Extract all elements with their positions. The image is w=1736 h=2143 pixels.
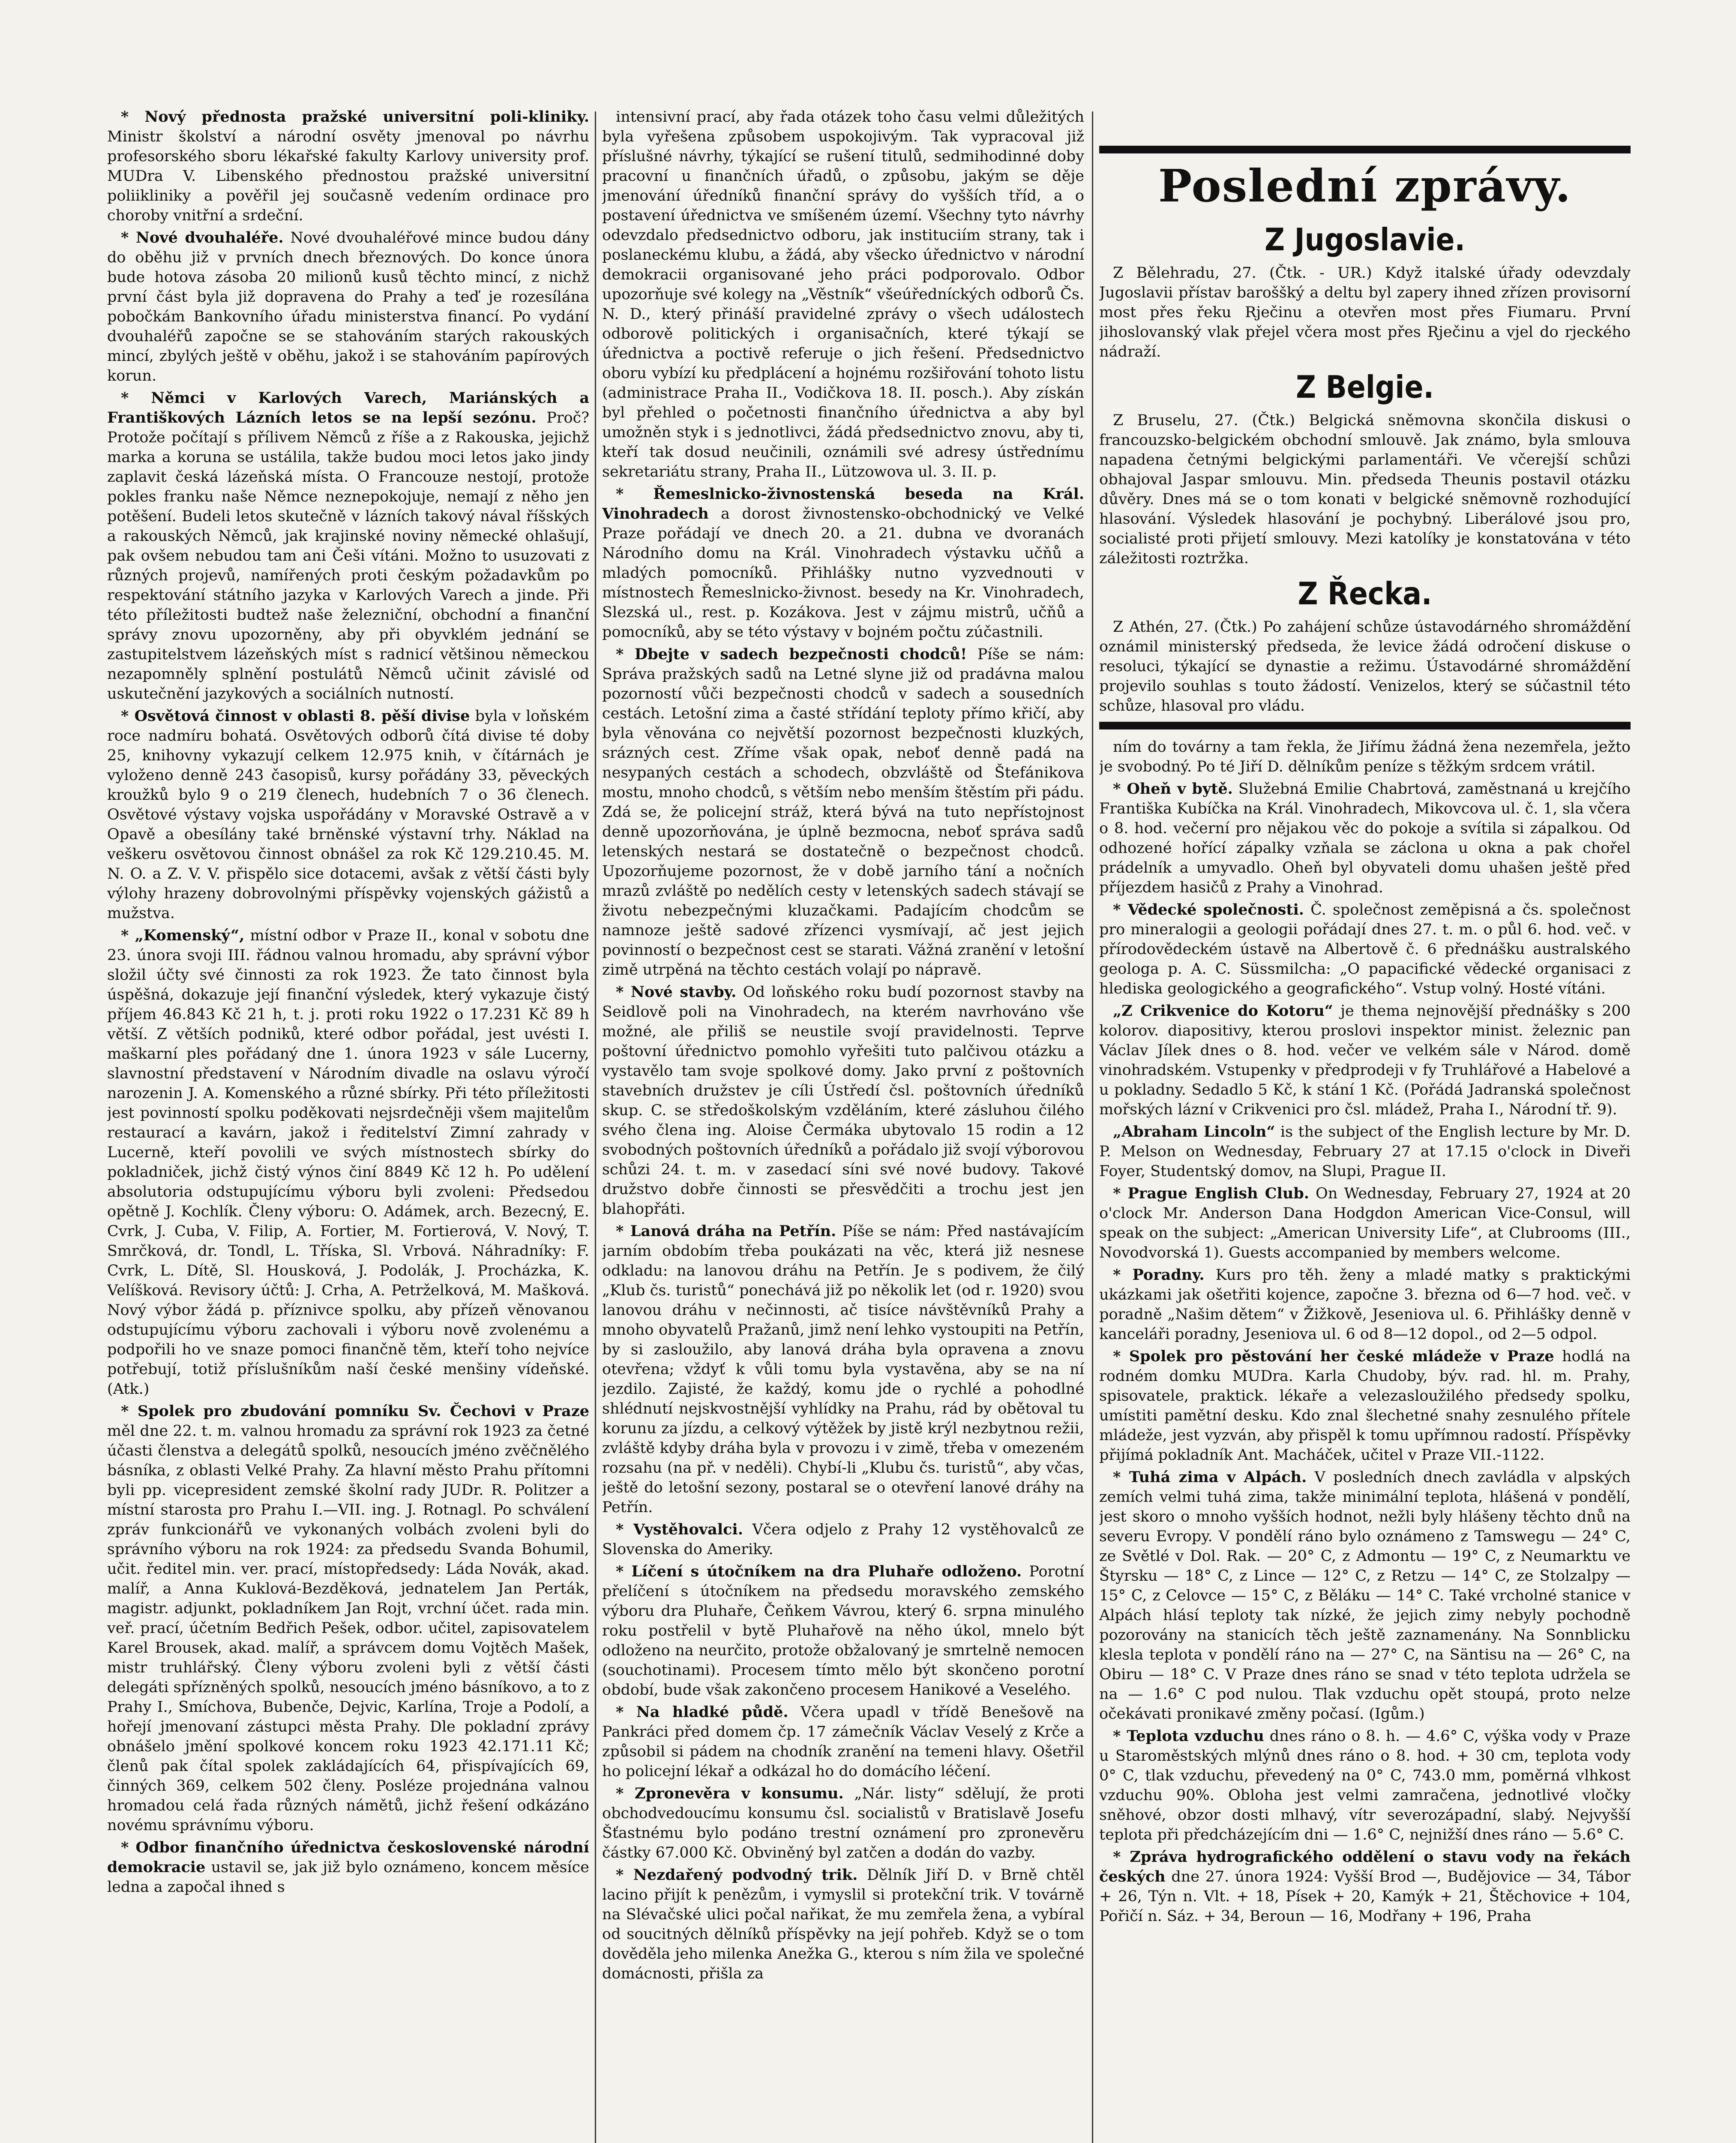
article (602, 982, 1084, 1219)
article (1099, 1265, 1631, 1344)
article-headline: * Spolek pro pěstování her české mládeže v Praze (1113, 1348, 1554, 1365)
article (1099, 900, 1631, 999)
article (602, 1702, 1084, 1781)
news-section-text: Z Bělehradu, 27. (Čtk. - UR.) Když italské úřady odevzdaly Jugoslavii přístav baroššký a deltu byl zapery ihned zřízen provisorní most přes řeku Rječinu a otevřen most přes Fiumaru. První jihoslovanský vlak přejel včera most přes Rječinu a vjel do rjeckého nádraží. (1099, 264, 1631, 360)
article (1099, 779, 1631, 897)
article-body: byla v loňském roce nadmíru bohatá. Osvětových odborů čítá divise té doby 25, knihovny vykazují celkem 12.975 knih, v čítárnách je vyloženo denně 243 časopisů, kursy pořádány 33, pěveckých kroužků bylo 9 o 219 členech, hudebních 7 o 36 členech. Osvětové výstavy vojska uspořádány v Moravské Ostravě a v Opavě a obesílány také brněnské výstavní trhy. Náklad na veškeru osvětovou činnost obnášel za rok Kč 129.210.45. M. N. O. a Z. V. V. přispělo sice dotacemi, avšak z větší části byly výlohy hrazeny dobrovolnými příspěvky vojenských gážistů a mužstva. (107, 708, 589, 922)
article-headline: * „Komenský“, (121, 927, 245, 944)
article-body: Služebná Emilie Chabrtová, zaměstnaná u krejčího Františka Kubíčka na Král. Vinohradech, Mikovcova ul. č. 1, sla včera o 8. hod. večerní pro nějakou věc do pokoje a svítila si zápalkou. Od odhozené hořící zápalky vzňala se záclona u okna a pak chořel prádelník a umyvadlo. Oheň byl obyvateli domu uhašen ještě před příjezdem hasičů z Prahy a Vinohrad. (1099, 780, 1631, 896)
article-headline: * Odbor finančního úřednictva československé národní demokracie (107, 1839, 589, 1876)
article (107, 926, 589, 1399)
article-body: hodlá na rodném domku MUDra. Karla Chudoby, býv. rad. hl. m. Prahy, spisovatele, praktick. lékaře a velezasloužilého předsedy spolku, umístiti pamětní desku. Kdo znal šlechetné snahy zesnulého přítele mládeže, jest vyzván, aby přispěl k tomu upřímnou radostí. Příspěvky přijímá pokladník Ant. Macháček, učitel v Praze VII.-1122. (1099, 1348, 1631, 1464)
article (107, 228, 589, 386)
article (1099, 1468, 1631, 1724)
article-body: Včera odjelo z Prahy 12 vystěhovalců ze Slovenska do Ameriky. (602, 1521, 1084, 1558)
news-section-title: Z Jugoslavie. (1265, 222, 1465, 258)
article-headline: * Nové dvouhaléře. (121, 229, 284, 246)
article-body: Včera upadl v třídě Benešově na Pankráci před domem čp. 17 zámečník Václav Veselý z Krče a způsobil si pádem na chodník zranění na temeni hlavy. Ošetřil ho policejní lékař a odkázal ho do domácího léčení. (602, 1704, 1084, 1780)
column-rule-1 (595, 111, 596, 2143)
article-headline: * Nezdařený podvodný trik. (616, 1866, 858, 1884)
article-headline: * Zpráva hydrografického oddělení o stavu vody na řekách českých (1099, 1848, 1631, 1885)
article-body: dnes ráno o 8. h. — 4.6° C, výška vody v Praze u Staroměstských mlýnů dnes ráno o 8. hod. + 30 cm, teplota vody 0° C, tlak vzduchu, převedený na 0° C, 743.0 mm, poměrná vlhkost vzduchu 90%. Obloha jest velmi zamračena, jednotlivé vločky sněhové, obzor dosti mlhavý, vítr severozápadní, slabý. Nejvyšší teplota při předcházejícím dni — 1.6° C, nejnižší dnes ráno — 5.6° C. (1099, 1728, 1631, 1843)
article (602, 1865, 1084, 1984)
news-section-title: Z Řecka. (1298, 576, 1432, 612)
article-headline: * Teplota vzduchu (1113, 1727, 1264, 1745)
article-headline: „Z Crikvenice do Kotoru“ (1113, 1002, 1333, 1020)
article-body: je thema nejnovější přednášky s 200 kolorov. diapositivy, kterou proslovi inspektor minist. železnic pan Václav Jílek dnes o 8. hod. večer ve velkém sále v Národ. domě vinohradském. Vstupenky v předprodeji v fy Truhlářové a Habelové a u pokladny. Sedadlo 5 Kč, k stání 1 Kč. (Pořádá Jadranská společnost mořských lázní v Crikvenici pro čsl. mládež, Praha I., Národní tř. 9). (1099, 1002, 1631, 1118)
banner-title: Poslední zprávy. (1158, 159, 1572, 212)
article-body: On Wednesday, February 27, 1924 at 20 o'clock Mr. Anderson Dana Hodgdon American Vice-Consul, will speak on the subject: „American University Life“, at Clubrooms (III., Novodvorská 1). Guests accompanied by members welcome. (1099, 1185, 1631, 1261)
article-body: Č. společnost zeměpisná a čs. společnost pro mineralogii a geologii pořádají dnes 27. t. m. o půl 6. hod. več. v přírodovědeckém ústavě na Albertově č. 6 přednášku australského geologa p. A. C. Süssmilcha: „O papacifické vědecké organisaci z hlediska geologického a geografického“. Vstup volný. Hosté vítáni. (1099, 901, 1631, 997)
column-2 (602, 107, 1084, 2143)
column-1 (107, 107, 589, 2143)
article-body: dne 27. února 1924: Vyšší Brod —, Budějovice — 34, Tábor + 26, Týn n. Vlt. + 18, Písek + 20, Kamýk + 21, Štěchovice + 104, Pořičí n. Sáz. + 34, Beroun — 16, Modřany + 196, Praha (1099, 1868, 1631, 1925)
article-headline: * Nový přednosta pražské universitní poli-kliniky. (121, 108, 589, 126)
article-headline: * Líčení s útočníkem na dra Pluhaře odloženo. (616, 1563, 1022, 1580)
article (1099, 1726, 1631, 1845)
banner-top-bar (1099, 146, 1631, 153)
article-headline: * Němci v Karlových Varech, Mariánských a Františkových Lázních letos se na lepší sezónu. (107, 389, 589, 426)
article (1099, 737, 1631, 777)
article-body: is the subject of the English lecture by Mr. D. P. Melson on Wednesday, February 27 at 17.15 o'clock in Diveři Foyer, Studentský domov, na Slupi, Prague II. (1099, 1123, 1631, 1180)
article (107, 706, 589, 923)
article (602, 1784, 1084, 1863)
article (1099, 1847, 1631, 1926)
article (107, 1402, 589, 1835)
article (107, 1838, 589, 1897)
article-headline: „Abraham Lincoln“ (1113, 1123, 1275, 1141)
article (602, 1520, 1084, 1559)
article-headline: * Lanová dráha na Petřín. (616, 1222, 837, 1240)
article (1099, 1184, 1631, 1263)
article-body: Píše se nám: Před nastávajícím jarním obdobím třeba poukázati na věc, která již nesnese odkladu: na lanovou dráhu na Petřín. Je s podivem, že čilý „Klub čs. turistů“ ponechává již po několik let (od r. 1920) svou lanovou dráhu v nečinnosti, ač tisíce návštěvníků Prahy a mnoho obyvatelů Pražanů, jimž není lehko vystoupiti na Petřín, by si zasloužilo, aby lanová dráha byla opravena a znovu otevřena; vždyť k vůli tomu byla vystavěna, aby se na ní jezdilo. Zajisté, že každý, komu jde o rychlé a pohodlné shlédnutí nejskvostnější vyhlídky na Prahu, rád by obětoval tu korunu za jízdu, a celkový výtěžek by jistě krýl nezbytnou režii, zvláště kdyby dráha byla v provozu i v zimě, třeba v omezeném rozsahu (na př. v neděli). Chybí-li „Klubu čs. turistů“, aby včas, ještě do letošní sezony, postaral se o otevření lanové dráhy na Petřín. (602, 1223, 1084, 1516)
article (107, 388, 589, 704)
article (1099, 1122, 1631, 1181)
article-headline: * Vystěhovalci. (616, 1521, 743, 1538)
news-section-text: Z Athén, 27. (Čtk.) Po zahájení schůze ústavodárného shromáždění oznámil ministerský předseda, že levice žádá odročení diskuse o resoluci, týkající se dynastie a režimu. Ústavodárné shromáždění projevilo souhlas s touto žádostí. Venizelos, který se súčastnil této schůze, hlasoval pro vládu. (1099, 618, 1631, 714)
article-headline: * Osvětová činnost v oblasti 8. pěší divise (121, 707, 470, 725)
article-headline: * Poradny. (1113, 1266, 1205, 1284)
article (602, 107, 1084, 482)
article-headline: * Nové stavby. (616, 983, 737, 1001)
news-section-text: Z Bruselu, 27. (Čtk.) Belgická sněmovna skončila diskusi o francouzsko-belgickém obchodní smlouvě. Jak známo, byla smlouva napadena četnými belgickými parlamentáři. Ve včerejší schůzi obhajoval Jaspar smlouvu. Min. předseda Theunis postavil otázku důvěry. Dnes má se o tom konati v belgické sněmovně rozhodující hlasování. Výsledek hlasování je pochybný. Liberálové jsou pro, socialisté proti přijetí smlouvy. Mezi katolíky je konstatována v této záležitosti roztržka. (1099, 412, 1631, 567)
article (602, 1222, 1084, 1517)
article-body: Od loňského roku budí pozornost stavby na Seidlově poli na Vinohradech, na kterém navrhováno vše možné, ale přiliš se neustile svojí pravidelnosti. Teprve poštovní úřednictvo pomohlo vyřešiti tuto palčivou otázku a vystavělo tam svoje spolkové domy. Jako první z poštovních stavebních družstev je cíli Ústředí čsl. poštovních úředníků skup. C. se středoškolským vzděláním, které zásluhou čilého svého člena ing. Aloise Čermáka ubytovalo 15 rodin a 12 svobodných poštovních úředníků a pořádalo již svojí výborovou schůzi 24. t. m. v zasedací síni své nové budovy. Takové družstvo dobře činnosti se přesvědčiti a trochu jest jen blahopřáti. (602, 984, 1084, 1218)
article (1099, 1347, 1631, 1465)
article-body: měl dne 22. t. m. valnou hromadu za správní rok 1923 za četné účasti členstva a delegátů spolků, nesoucích jméno zvěčnělého básníka, z oblasti Velké Prahy. Za hlavní město Prahu přítomni byli pp. vicepresident zemské školní rady JUDr. R. Politzer a místní starosta pro Prahu I.—VII. ing. J. Rotnagl. Po schválení zpráv funkcionářů ve vykonaných volbách zvoleni byli do správního výboru na rok 1924: za předsedu Svanda Bohumil, učit. ředitel min. ver. prací, místopředsedy: Láda Novák, akad. malíř, a Anna Kuklová-Bezděková, jednatelem Jan Perták, magistr. adjunkt, pokladníkem Jan Rojt, vrchní účet. rada min. veř. prací, účetním Bedřich Pešek, odbor. učitel, zapisovatelem Karel Brousek, akad. malíř, a správcem domu Vojtěch Mašek, mistr truhlářský. Členy výboru zvoleni byli z větší části delegáti spřízněných spolků, nesoucích jméno básníkovo, a to z Prahy I., Smíchova, Bubenče, Dejvic, Karlína, Troje a Podolí, a hořejí jmenovaní zástupci města Prahy. Dle pokladní zprávy obnášelo jmění spolkové koncem roku 1923 42.171.11 Kč; členů pak čítal spolek zakládajících 64, přispívajících 69, činných 369, celkem 502 členy. Posléze projednána valnou hromadou celá řada různých námětů, jichž řešení odkázáno novému správnímu výboru. (107, 1423, 589, 1834)
article-headline: * Tuhá zima v Alpách. (1113, 1468, 1307, 1486)
news-section-title: Z Belgie. (1295, 369, 1434, 405)
article-body: Nové dvouhaléřové mince budou dány do oběhu již v prvních dnech březnových. Do konce února bude hotova zásoba 20 milionů kusů těchto mincí, z nichž první část byla již dopravena do Prahy a teď je rozesílána pobočkám Bankovního úřadu ministerstva financí. Po vydání dvouhaléřů započne se se stahováním starých rakouských mincí, zbylých ještě v oběhu, jakož i se stahováním papírových korun. (107, 229, 589, 384)
banner-bottom-bar (1099, 722, 1631, 729)
article-body: Kurs pro těh. ženy a mladé matky s praktickými ukázkami jak ošetřiti kojence, započne 3. března od 6—7 hod. več. v poradně „Našim dětem“ v Žižkově, Jeseniova ul. 6. Přihlášky denně v kanceláři poradny, Jeseniova ul. 6 od 8—12 dopol., od 2—5 odpol. (1099, 1267, 1631, 1343)
article-body: ním do továrny a tam řekla, že Jiřímu žádná žena nezemřela, ježto je svobodný. Po té Jiří D. dělníkům peníze s těžkým srdcem vrátil. (1099, 738, 1631, 775)
article-headline: * Zpronevěra v konsumu. (616, 1785, 844, 1802)
article-body: Proč? Protože počítají s přílivem Němců z říše a z Rakouska, jejichž marka a koruna se ustálila, takže budou moci letos jako jindy zaplavit česká lázeňská místa. O Francouze nestojí, protože pokles franku naše Němce neznepokojuje, nemají z něho jen potěšení. Budeli letos skutečně v lázních takový nával říšských a rakouských Němců, jak krajinské noviny německé ohlašují, pak ovšem nebudou tam ani Češi vítáni. Možno to usuzovati z různých projevů, namířených proti českým požadavkům po respektování státního jazyka v Karlových Varech a jinde. Při této příležitosti budtež naše železniční, obchodní a finanční správy znovu upozorněny, aby při obyvklém jednání se zastupitelstvem lázeňských míst s radnicí většinou německou nezapomněly splnění postulátů Němců učinit závislé od uskutečnění jazykových a sociálních nutností. (107, 409, 589, 702)
article-headline: * Spolek pro zbudování pomníku Sv. Čechovi v Praze (121, 1402, 589, 1420)
article-body: intensivní prací, aby řada otázek toho času velmi důležitých byla vyřešena způsobem uspokojivým. Tak vypracoval již příslušné návrhy, týkající se rušení titulů, sedmihodinné doby pracovní u finančních úřadů, o způsobu, jakým se děje jmenování úředníků finanční správy do vyšších tříd, a o postavení úřednictva ve smíšeném území. Všechny tyto návrhy odevzdalo předsednictvo odboru, jak instituciím strany, tak i poslaneckému klubu, a žádá, aby všecko úřednictvo v národní demokracii organisované jeho práci podporovalo. Odbor upozorňuje své kolegy na „Věstník“ všeúředníckých odborů Čs. N. D., který přináší pravidelné zprávy o všech událostech odborově politických i organisačních, které týkají se úřednictva a poctivě referuje o jich řešení. Předsednictvo oboru vybízí ku předplácení a hojnému rozšiřování tohoto listu (administrace Praha II., Vodičkova 18. II. posch.). Aby získán byl přehled o početnosti finančního úřednictva a aby byl umožněn styk i s jednotlivci, žádá předsednictvo znovu, aby ti, kteří tak dosud neučinili, oznámili své adresy ústřednímu sekretariátu strany, Praha II., Lützowova ul. 3. II. p. (602, 108, 1084, 480)
article-headline: * Vědecké společnosti. (1113, 901, 1304, 918)
article-body: místní odbor v Praze II., konal v sobotu dne 23. února svoji III. řádnou valnou hromadu, aby správní výbor složil účty své činnosti za rok 1923. Že tato činnost byla úspěšná, dokazuje její finanční výsledek, který vykazuje čistý příjem 46.843 Kč 21 h, t. j. proti roku 1922 o 17.231 Kč 89 h větší. Z větších podniků, které odbor pořádal, jest uvésti I. maškarní ples pořádaný dne 1. února 1923 v sále Lucerny, slavnostní představení v Národním divadle na oslavu výročí narozenin J. A. Komenského a různé sbírky. Při této příležitosti jest povinností spolku poděkovati nejsrdečněji všem majitelům restaurací a kavárn, jakož i ředitelství Zimní zahrady v Lucerně, kteří povolili ve svých místnostech sbírky do pokladniček, jichž čistý výnos činí 8849 Kč 12 h. Po udělení absolutoria odstupujícímu výboru byli zvoleni: Předsedou opětně J. Kochlík. Členy výboru: O. Adámek, arch. Bezecný, E. Cvrk, J. Cuba, V. Filip, A. Fortier, M. Fortierová, V. Nový, T. Smrčková, dr. Tondl, L. Tříska, Sl. Vrbová. Náhradníky: F. Cvrk, L. Dítě, Sl. Housková, J. Podolák, J. Procházka, K. Velíšková. Revisory účtů: J. Crha, A. Petrželková, M. Mašková. Nový výbor žádá p. příznivce spolku, aby přízeň věnovanou odstupujícímu výboru zachovali i výboru nově zvolenému a podpořili ho ve snaze pomoci finančně těm, kteří toho nejvíce potřebují, totiž příslušníkům naší české menšiny vídeňské. (Atk.) (107, 927, 589, 1398)
article (602, 645, 1084, 980)
article-headline: * Dbejte v sadech bezpečnosti chodců! (616, 645, 967, 663)
article-body: Dělník Jiří D. v Brně chtěl lacino přijít k penězům, i vymyslil si protekční trik. V továrně na Slévačské ulici počal nařikat, že mu zemřela žena, a vybíral od soucitných dělníků příspěvky na její pohřeb. Když se o tom dověděla jeho milenka Anežka G., kterou s ním žila ve společné domácnosti, přišla za (602, 1867, 1084, 1982)
column-rule-2 (1092, 111, 1093, 2143)
article-headline: * Na hladké půdě. (616, 1703, 789, 1721)
article-headline: * Prague English Club. (1113, 1185, 1309, 1202)
article-body: Píše se nám: Správa pražských sadů na Letné slyne již od pradávna malou pozorností vůči bezpečnosti chodců v sadech a sousedních cestách. Letošní zima a časté střídání teploty přímo křičí, aby byla věnována co největší pozornost bezpečnosti kluzkých, srázných cest. Zříme však opak, neboť denně padá na nesypaných cestách a schodech, obzvláště od Štefánikova mostu, mnoho chodců, s větším nebo menším štěstím při pádu. Zdá se, že policejní stráž, která bývá na tuto nepřístojnost denně upozorňována, je úplně bezmocna, neboť správa sadů letenských nestará se dostatečně o bezpečnost chodců. Upozorňujeme pozornost, že v době jarního tání a nočních mrazů zvláště po nedělích cesty v letenských sadech stávají se životu nebezpečnými kluzačkami. Padajícím chodcům se namnoze ještě sadové zřízenci vysmívají, ač jest jejich povinností o bezpečnost cest se starati. Vážná zranění v letošní zimě utrpěná na těchto cestách volají po nápravě. (602, 646, 1084, 978)
article-body: Porotní přelíčení s útočníkem na předsedu moravského zemského výboru dra Pluhaře, Čeňkem Vávrou, který 6. srpna minulého roku postřelil v bytě Pluhařově na něho úkol, mnelo být odloženo na neurčito, protože obžalovaný je smrtelně nemocen (souchotinami). Procesem tímto mělo být skončeno porotní období, bude však zakončeno procesem Hanikové a Veselého. (602, 1563, 1084, 1699)
article (1099, 1001, 1631, 1120)
article-body: V posledních dnech zavládla v alpských zemích velmi tuhá zima, takže minimální teplota, hlášená v pondělí, jest skoro o mnoho vyšších hodnot, nežli byly hlášeny těchto dnů na severu Evropy. V pondělí ráno bylo oznámeno z Tamswegu — 24° C, ze Světlé v Dol. Rak. — 20° C, z Admontu — 19° C, z Neumarktu ve Štyrsku — 18° C, z Lince — 12° C, z Retzu — 14° C, ze Stolzalpy — 15° C, z Celovce — 15° C, z Běláku — 14° C. Také vrcholné stanice v Alpách hlásí teploty tak nízké, že jejich zimy nebyly pochodně pozorovány na stanicích těch ještě zaznamenány. Na Sonnblicku klesla teplota v pondělí ráno na — 27° C, na Säntisu na — 26° C, na Obiru — 18° C. V Praze dnes ráno se snad v této teplota udržela se na — 1.6° C pod nulou. Tlak vzduchu opět stoupá, proto nelze očekávati pronikavé změny počasí. (Igům.) (1099, 1469, 1631, 1723)
article-body: a dorost živnostensko-obchodnický ve Velké Praze pořádají ve dnech 20. a 21. dubna ve dvoranách Národního domu na Král. Vinohradech výstavku učňů a mladých pomocníků. Přihlášky nutno vyzvednouti v místnostech Řemeslnicko-živnost. besedy na Kr. Vinohradech, Slezská ul., rest. p. Kozákova. Jest v zájmu mistrů, učňů a pomocníků, aby se této výstavy v bojném počtu zúčastnili. (602, 505, 1084, 641)
article (602, 484, 1084, 642)
article-body: ustavil se, jak již bylo oznámeno, koncem měsíce ledna a započal ihned s (107, 1859, 589, 1896)
column-3 (1099, 107, 1631, 2143)
article-body: Ministr školství a národní osvěty jmenoval po návrhu profesorského sboru lékařské fakulty Karlovy university prof. MUDra V. Libenského přednostou pražské universitní poliikliniky a pověřil jej současně vedením ordinace pro choroby vnitřní a srdeční. (107, 128, 589, 224)
article-body: „Nár. listy“ sdělují, že proti obchodvedoucímu konsumu čsl. socialistů v Bratislavě Josefu Šťastnému bylo podáno trestní oznámení pro zpronevěru částky 67.000 Kč. Obviněný byl zatčen a dodán do vazby. (602, 1785, 1084, 1861)
article (602, 1562, 1084, 1700)
article-headline: * Oheň v bytě. (1113, 780, 1233, 798)
article-headline: * Řemeslnicko-živnostenská beseda na Král. Vinohradech (602, 485, 1084, 522)
article (107, 107, 589, 225)
